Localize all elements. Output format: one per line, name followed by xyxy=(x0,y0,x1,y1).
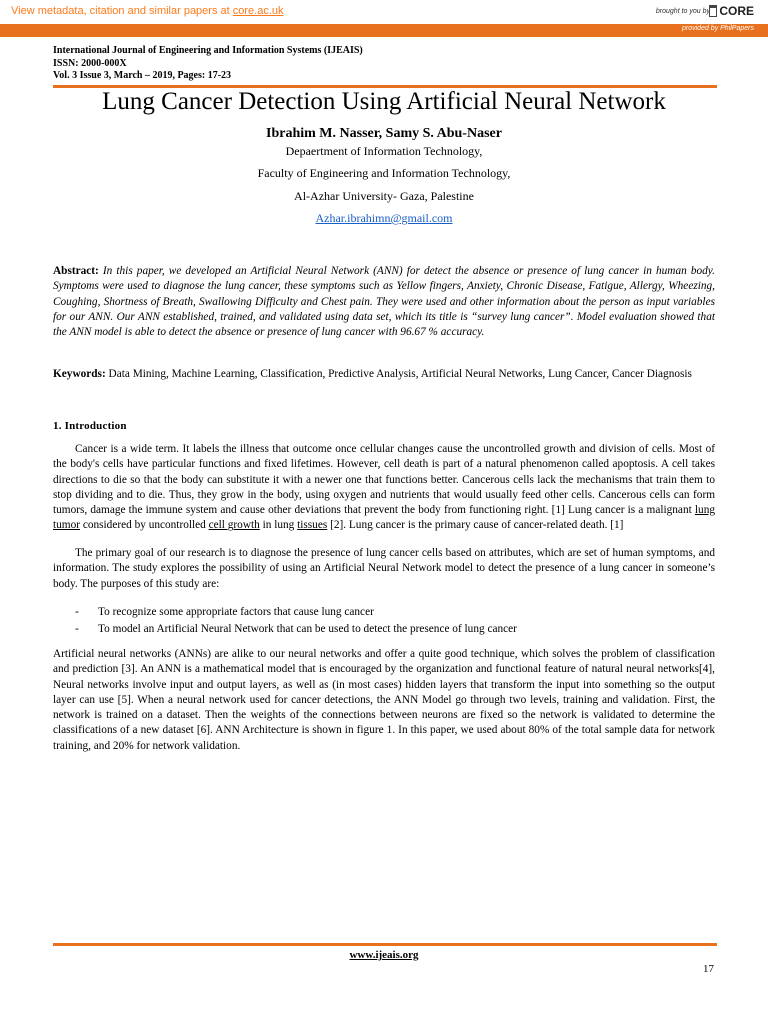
journal-header xyxy=(53,45,363,83)
intro-paragraph-2: The primary goal of our research is to diagnose the presence of lung cancer cells based on attributes, which are set of human symptoms, and information. The study explores the possibility of using an Artificial Neural Network model to detect the presence of a lung cancer in someone’s body. The purposes of this study are: xyxy=(53,547,715,590)
intro-paragraph-1 xyxy=(53,442,715,534)
intro-p1-text-b: considered by uncontrolled xyxy=(80,519,209,532)
cell-growth-link[interactable]: cell growth xyxy=(208,519,260,532)
affiliation-university: Al-Azhar University- Gaza, Palestine xyxy=(294,189,474,203)
journal-name: International Journal of Engineering and Information Systems (IJEAIS) xyxy=(53,45,363,56)
paper-title: Lung Cancer Detection Using Artificial Neural Network xyxy=(102,88,666,115)
intro-p1-text-d: [2]. Lung cancer is the primary cause of cancer-related death. [1] xyxy=(327,519,624,532)
core-domain-link[interactable]: core.ac.uk xyxy=(232,5,284,17)
bullet-marker: - xyxy=(75,623,79,635)
core-tower-icon xyxy=(709,5,717,17)
core-link-text: View metadata, citation and similar papers at xyxy=(11,5,233,17)
list-item xyxy=(53,606,715,623)
journal-volume: Vol. 3 Issue 3, March – 2019, Pages: 17-23 xyxy=(53,70,232,81)
provider-bar xyxy=(0,24,768,37)
affiliation-faculty: Faculty of Engineering and Information Technology, xyxy=(257,166,511,180)
page-number: 17 xyxy=(703,963,714,975)
list-item-text: To recognize some appropriate factors that cause lung cancer xyxy=(98,606,374,618)
keywords-text: Data Mining, Machine Learning, Classification, Predictive Analysis, Artificial Neural Networks, Lung Cancer, Cancer Diagnosis xyxy=(108,368,692,380)
list-item xyxy=(53,623,715,640)
journal-issn: ISSN: 2000-000X xyxy=(53,57,127,69)
intro-p1-text-a: Cancer is a wide term. It labels the illness that outcome once cellular changes cause the uncontrolled growth and division of cells. Most of the body's cells have particular functions and fixed lifetimes. However, cell death is part of a natural phenomenon called apoptosis. A cell takes directions to die so that the body can substitute it with a newer one that functions better. Cancerous cells lack the mechanisms that train them to stop dividing and to die. Thus, they grow in the body, using oxygen and nutrients that would usually feed other cells. Cancerous cells can form tumors, damage the immune system and cause other deviations that prevent the body from functioning right. [1] Lung cancer is a malignant xyxy=(53,443,715,517)
lung-tumor-link[interactable]: lung tumor xyxy=(53,504,715,532)
affiliation-department: Depaertment of Information Technology, xyxy=(285,144,483,158)
abstract xyxy=(53,264,715,340)
brought-to-you-text: brought to you by xyxy=(655,8,710,15)
paper-authors: Ibrahim M. Nasser, Samy S. Abu-Naser xyxy=(266,126,502,141)
footer-website-link[interactable]: www.ijeais.org xyxy=(349,949,419,961)
core-logo-text: CORE xyxy=(719,4,754,18)
author-email-wrap xyxy=(0,211,768,226)
abstract-label: Abstract: xyxy=(53,265,99,277)
core-logo[interactable] xyxy=(709,4,754,18)
section-heading-introduction: 1. Introduction xyxy=(53,420,127,432)
tissues-link[interactable]: tissues xyxy=(297,519,328,532)
intro-paragraph-3: Artificial neural networks (ANNs) are alike to our neural networks and offer a quite good technique, which solves the problem of classification and prediction [3]. An ANN is a mathematical model that is encouraged by the organization and functional feature of natural neural networks[4], Neural networks involve input and output layers, as well as (in most cases) hidden layers that transform the input into something so the output layer can use [5]. When a neural network used for cancer detections, the ANN Model go through two levels, training and validation. First, the network is trained on a dataset. Then the weights of the connections between neurons are fixed so the network is validated to determine the classifications of a new dataset [6]. ANN Architecture is shown in figure 1. In this paper, we used about 80% of the total sample data for network training, and 20% for network validation. xyxy=(53,648,715,752)
core-banner xyxy=(0,0,768,25)
footer-divider xyxy=(53,943,717,946)
bullet-marker: - xyxy=(75,606,79,618)
author-email-link[interactable]: Azhar.ibrahimn@gmail.com xyxy=(315,211,453,225)
keywords-label: Keywords: xyxy=(53,368,106,380)
purpose-list xyxy=(53,606,715,640)
intro-p1-text-c: in lung xyxy=(259,519,298,532)
abstract-text: In this paper, we developed an Artificial Neural Network (ANN) for detect the absence or presence of lung cancer in human body. Symptoms were used to diagnose the lung cancer, these symptoms such as Yellow fingers, Anxiety, Chronic Disease, Fatigue, Allergy, Wheezing, Coughing, Shortness of Breath, Swallowing Difficulty and Chest pain. They were used and other information about the person as input variables for our ANN. Our ANN established, trained, and validated using data set, which its title is “survey lung cancer”. Model evaluation showed that the ANN model is able to detect the absence or presence of lung cancer with 96.67 % accuracy. xyxy=(53,265,716,339)
provided-by-link[interactable]: provided by PhilPapers xyxy=(682,25,754,32)
keywords xyxy=(53,367,715,382)
list-item-text: To model an Artificial Neural Network that can be used to detect the presence of lung cancer xyxy=(98,623,517,635)
core-metadata-link[interactable] xyxy=(11,5,284,17)
